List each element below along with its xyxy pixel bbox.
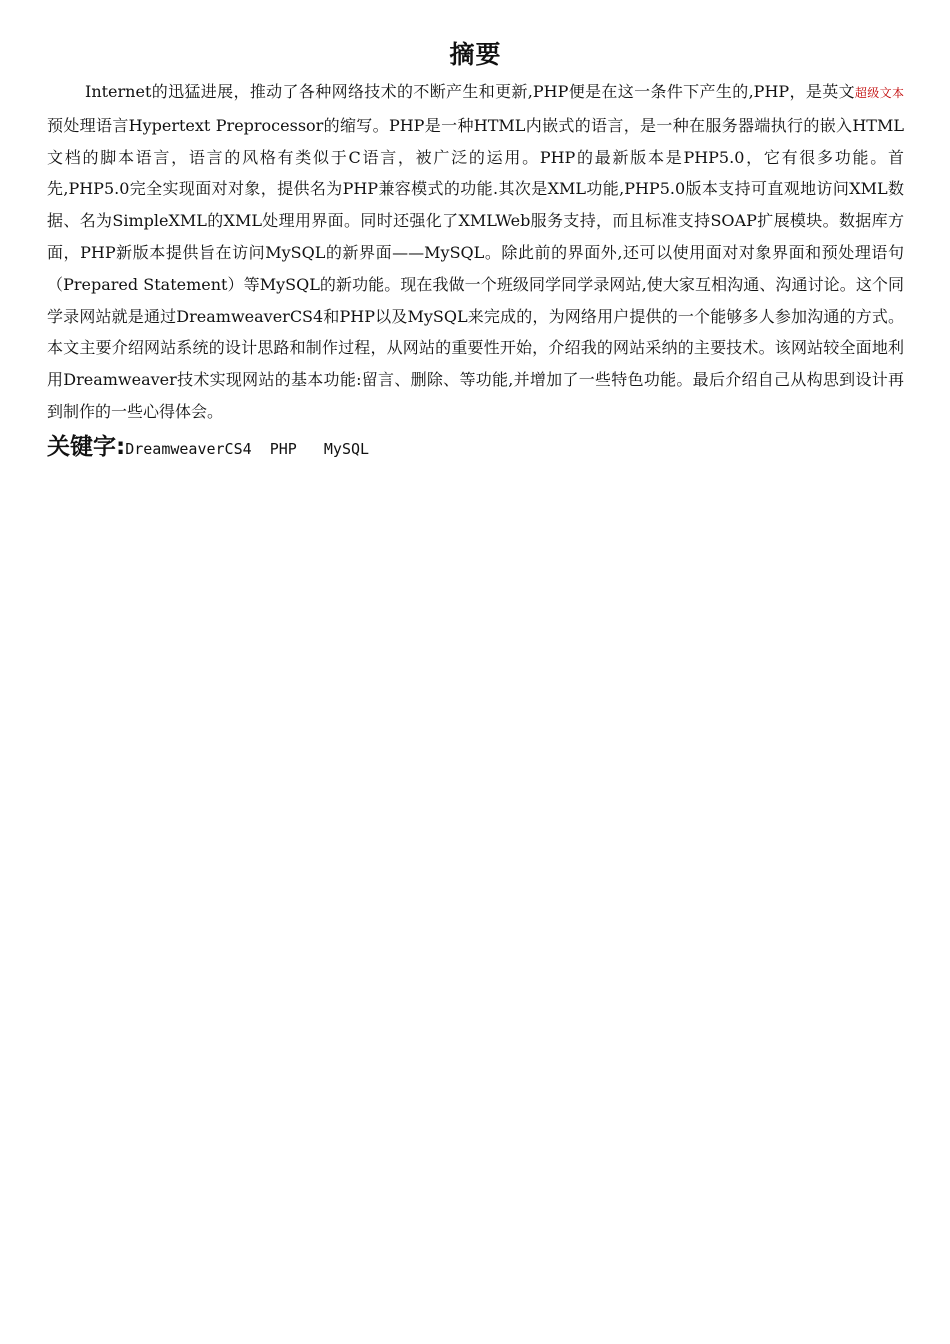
keywords-line <box>47 430 904 466</box>
abstract-paragraph <box>47 76 904 428</box>
page-title: 摘要 <box>449 40 502 69</box>
abstract-text-start: Internet的迅猛进展，推动了各种网络技术的不断产生和更新,PHP便是在这一条件下产生的,PHP，是英文 <box>85 82 855 101</box>
abstract-highlight: 超级文本 <box>854 86 904 100</box>
abstract-text-rest: 预处理语言Hypertext Preprocessor的缩写。PHP是一种HTML内嵌式的语言，是一种在服务器端执行的嵌入HTML文档的脚本语言，语言的风格有类似于C语言，被广泛的运用。PHP的最新版本是PHP5.0，它有很多功能。首先,PHP5.0完全实现面对对象，提供名为PHP兼容模式的功能.其次是XML功能,PHP5.0版本支持可直观地访问XML数据、名为SimpleXML的XML处理用界面。同时还强化了XMLWeb服务支持，而且标准支持SOAP扩展模块。数据库方面，PHP新版本提供旨在访问MySQL的新界面——MySQL。除此前的界面外,还可以使用面对对象界面和预处理语句（Prepared Statement）等MySQL的新功能。现在我做一个班级同学同学录网站,使大家互相沟通、沟通讨论。这个同学录网站就是通过DreamweaverCS4和PHP以及MySQL来完成的，为网络用户提供的一个能够多人参加沟通的方式。本文主要介绍网站系统的设计思路和制作过程，从网站的重要性开始，介绍我的网站采纳的主要技术。该网站较全面地利用Dreamweaver技术实现网站的基本功能:留言、删除、等功能,并增加了一些特色功能。最后介绍自己从构思到设计再到制作的一些心得体会。 <box>47 115 904 421</box>
keywords-list: DreamweaverCS4 PHP MySQL <box>125 439 370 458</box>
keywords-label: 关键字: <box>47 433 126 460</box>
document-page <box>47 38 904 466</box>
